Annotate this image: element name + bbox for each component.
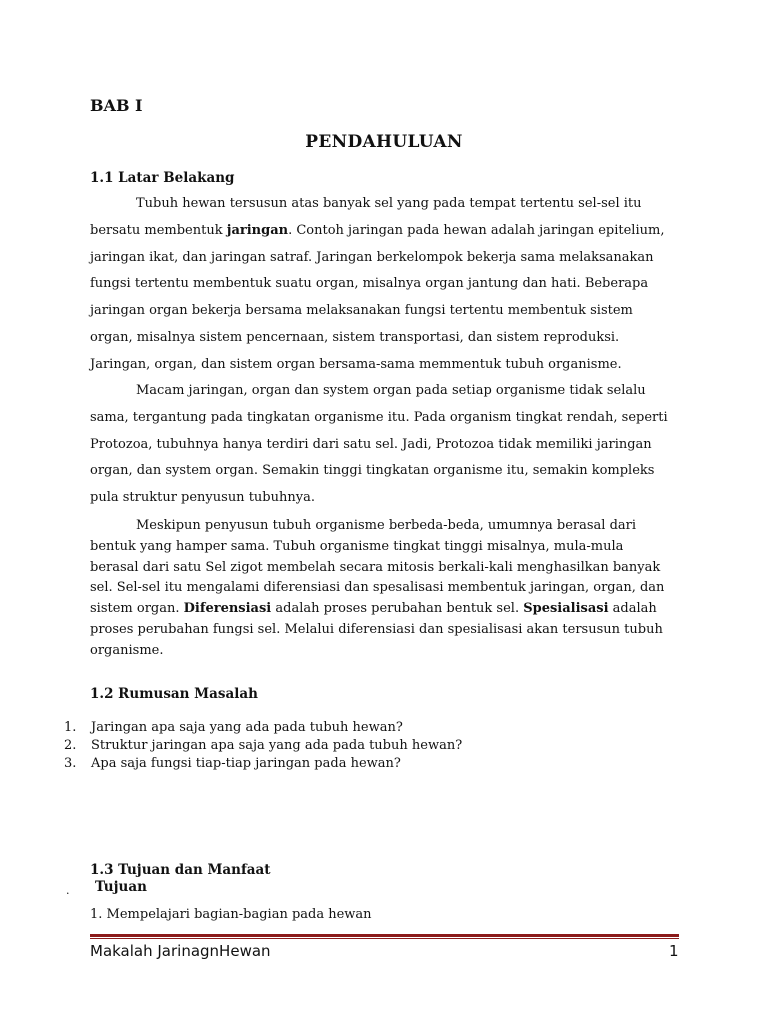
footer-rule-thick: [90, 934, 679, 937]
list-item: 3. Apa saja fungsi tiap-tiap jaringan pada hewan?: [64, 756, 401, 771]
subheading-tujuan: Tujuan: [95, 879, 147, 895]
paragraph-3: Meskipun penyusun tubuh organisme berbeda-beda, umumnya berasal dari bentuk yang hamper sama. Tubuh organisme tingkat tinggi misalnya, mula-mula berasal dari satu Sel zigot membelah secara mitosis berkali-kali menghasilkan banyak sel. Sel-sel itu mengalami diferensiasi dan spesalisasi membentuk jaringan, organ, dan sistem organ. Diferensiasi adalah proses perubahan bentuk sel. Spesialisasi adalah proses perubahan fungsi sel. Melalui diferensiasi dan spesialisasi akan tersusun tubuh organisme.: [90, 518, 665, 658]
section-heading-tujuan-manfaat: 1.3 Tujuan dan Manfaat: [90, 862, 271, 878]
section-heading-rumusan-masalah: 1.2 Rumusan Masalah: [90, 686, 258, 702]
bullet-marker: .: [66, 884, 70, 897]
chapter-label: BAB I: [90, 96, 143, 115]
problem-list: [64, 719, 462, 773]
objective-item: 1. Mempelajari bagian-bagian pada hewan: [90, 907, 372, 922]
list-item: 1. Jaringan apa saja yang ada pada tubuh hewan?: [64, 720, 403, 735]
footer-rule-thin: [90, 938, 679, 939]
section-heading-latar-belakang: 1.1 Latar Belakang: [90, 170, 235, 186]
page-number: 1: [669, 942, 679, 960]
paragraph-2: Macam jaringan, organ dan system organ pada setiap organisme tidak selalu sama, tergantung pada tingkatan organisme itu. Pada organism tingkat rendah, seperti Protozoa, tubuhnya hanya terdiri dari satu sel. Jadi, Protozoa tidak memiliki jaringan organ, dan system organ. Semakin tinggi tingkatan organisme itu, semakin kompleks pula struktur penyusun tubuhnya.: [90, 383, 668, 506]
list-item: 2. Struktur jaringan apa saja yang ada pada tubuh hewan?: [64, 738, 463, 753]
term-jaringan: jaringan: [226, 222, 289, 238]
chapter-title: PENDAHULUAN: [305, 132, 463, 152]
term-diferensiasi: Diferensiasi: [183, 601, 272, 617]
footer-title: Makalah JarinagnHewan: [90, 942, 271, 960]
term-spesialisasi: Spesialisasi: [523, 601, 609, 617]
paragraph-1: Tubuh hewan tersusun atas banyak sel yang pada tempat tertentu sel-sel itu bersatu membentuk jaringan. Contoh jaringan pada hewan adalah jaringan epitelium, jaringan ikat, dan jaringan satraf. Jaringan berkelompok bekerja sama melaksanakan fungsi tertentu membentuk suatu organ, misalnya organ jantung dan hati. Beberapa jaringan organ bekerja bersama melaksanakan fungsi tertentu membentuk sistem organ, misalnya sistem pencernaan, sistem transportasi, dan sistem reproduksi. Jaringan, organ, dan sistem organ bersama-sama memmentuk tubuh organisme.: [90, 196, 665, 372]
